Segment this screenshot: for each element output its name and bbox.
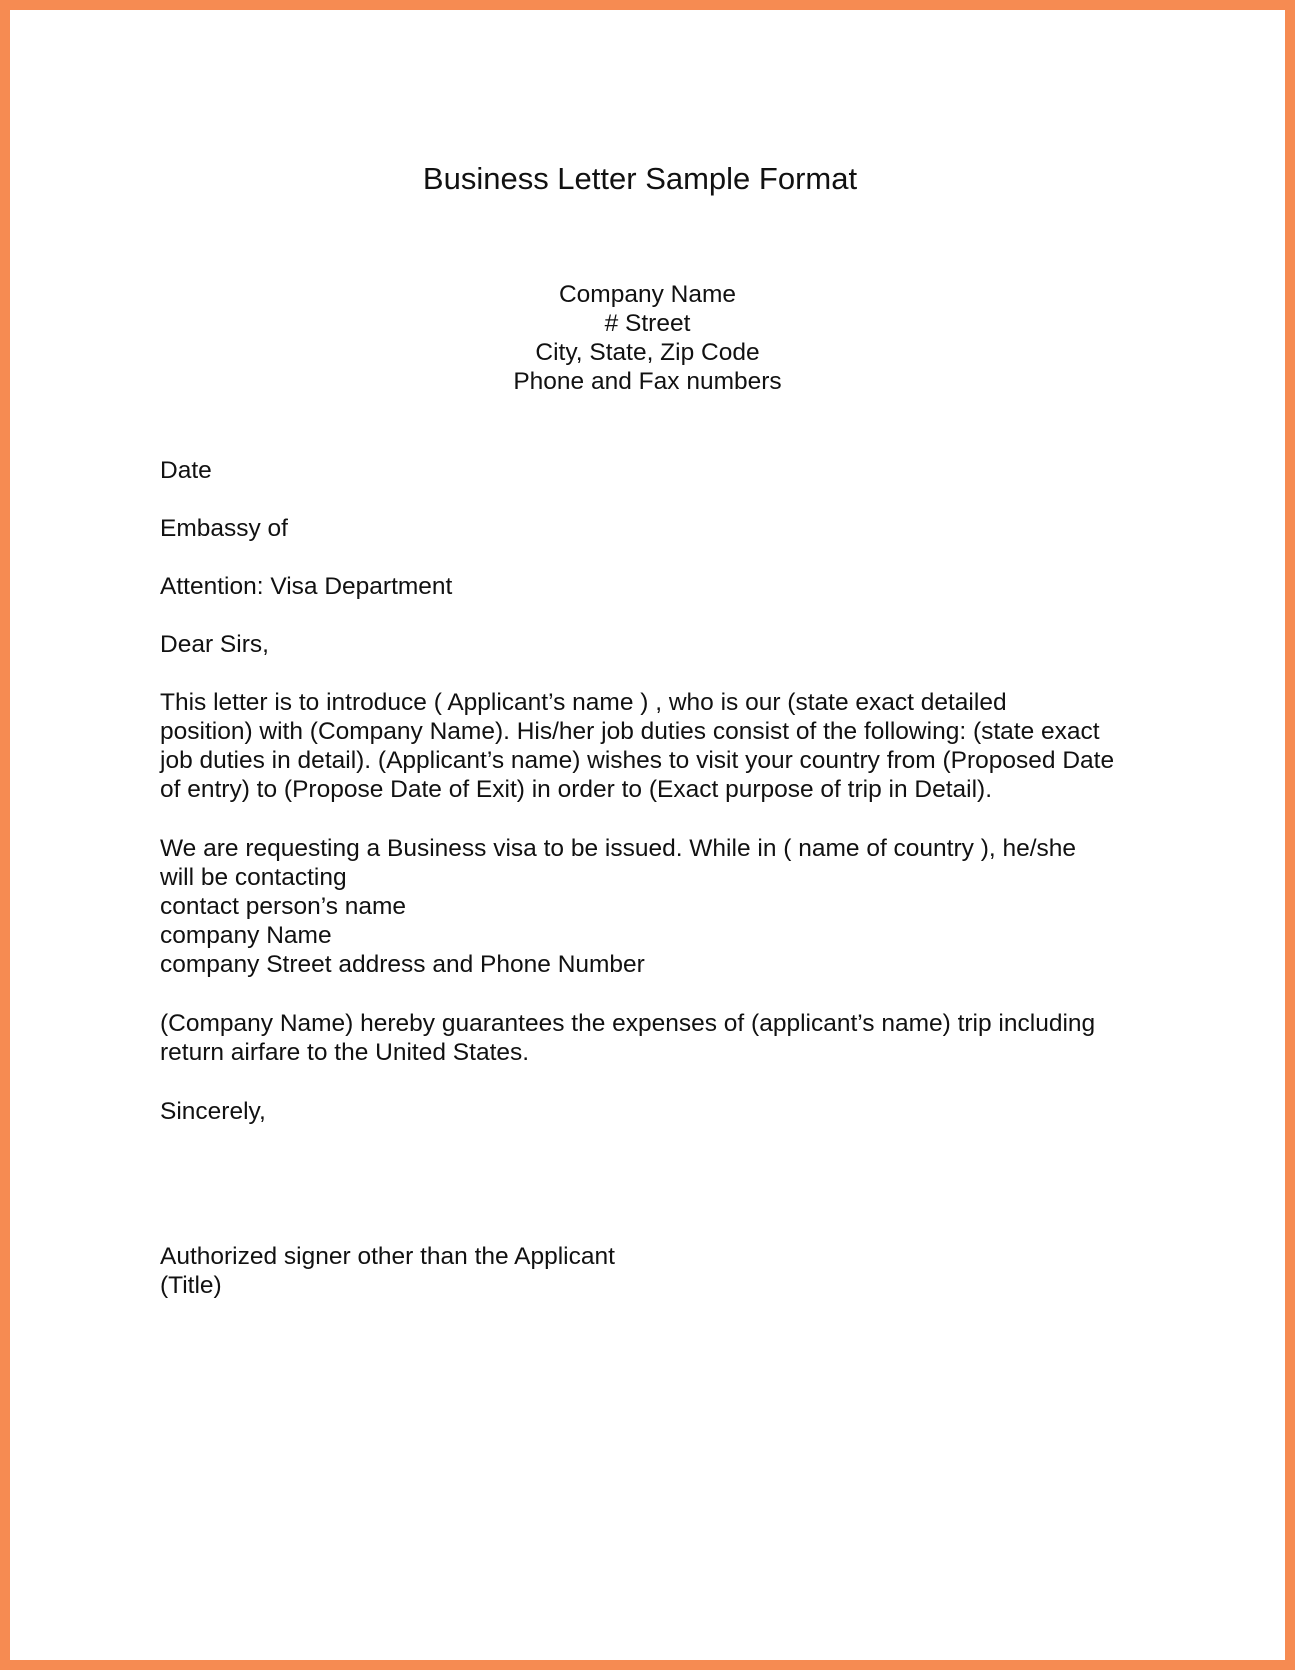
- paragraph-line: position) with (Company Name). His/her job duties consist of the following: (state exact: [160, 718, 1100, 745]
- paragraph-line: company Street address and Phone Number: [160, 951, 645, 978]
- date-line: Date: [160, 457, 212, 484]
- company-name: Company Name: [558, 281, 736, 308]
- signer-name: Authorized signer other than the Applicant: [160, 1243, 615, 1270]
- paragraph-line: contact person’s name: [160, 893, 407, 920]
- paragraph-line: (Company Name) hereby guarantees the expenses of (applicant’s name) trip including: [160, 1010, 1096, 1037]
- paragraph-guarantee: [160, 1009, 1150, 1067]
- company-street: # Street: [604, 310, 691, 337]
- paragraph-line: This letter is to introduce ( Applicant’s name ) , who is our (state exact detailed: [160, 689, 1007, 716]
- signer-title: (Title): [160, 1272, 222, 1299]
- paragraph-introduction: [160, 688, 1150, 804]
- paragraph-line: job duties in detail). (Applicant’s name) wishes to visit your country from (Proposed Date: [160, 747, 1115, 774]
- recipient-line: Embassy of: [160, 515, 288, 542]
- paragraph-line: will be contacting: [160, 864, 347, 891]
- letter-title: Business Letter Sample Format: [422, 161, 858, 196]
- company-phone-fax: Phone and Fax numbers: [513, 368, 782, 395]
- paragraph-line: return airfare to the United States.: [160, 1039, 530, 1066]
- paragraph-line: We are requesting a Business visa to be issued. While in ( name of country ), he/she: [160, 835, 1077, 862]
- attention-line: Attention: Visa Department: [160, 573, 453, 600]
- signature-block: [160, 1242, 1150, 1300]
- company-city-state-zip: City, State, Zip Code: [535, 339, 760, 366]
- paragraph-line: of entry) to (Propose Date of Exit) in order to (Exact purpose of trip in Detail).: [160, 776, 992, 803]
- paragraph-line: company Name: [160, 922, 332, 949]
- salutation: Dear Sirs,: [160, 631, 269, 658]
- company-header: [0, 280, 1295, 396]
- paragraph-visa-request: [160, 834, 1150, 979]
- closing: Sincerely,: [160, 1098, 266, 1125]
